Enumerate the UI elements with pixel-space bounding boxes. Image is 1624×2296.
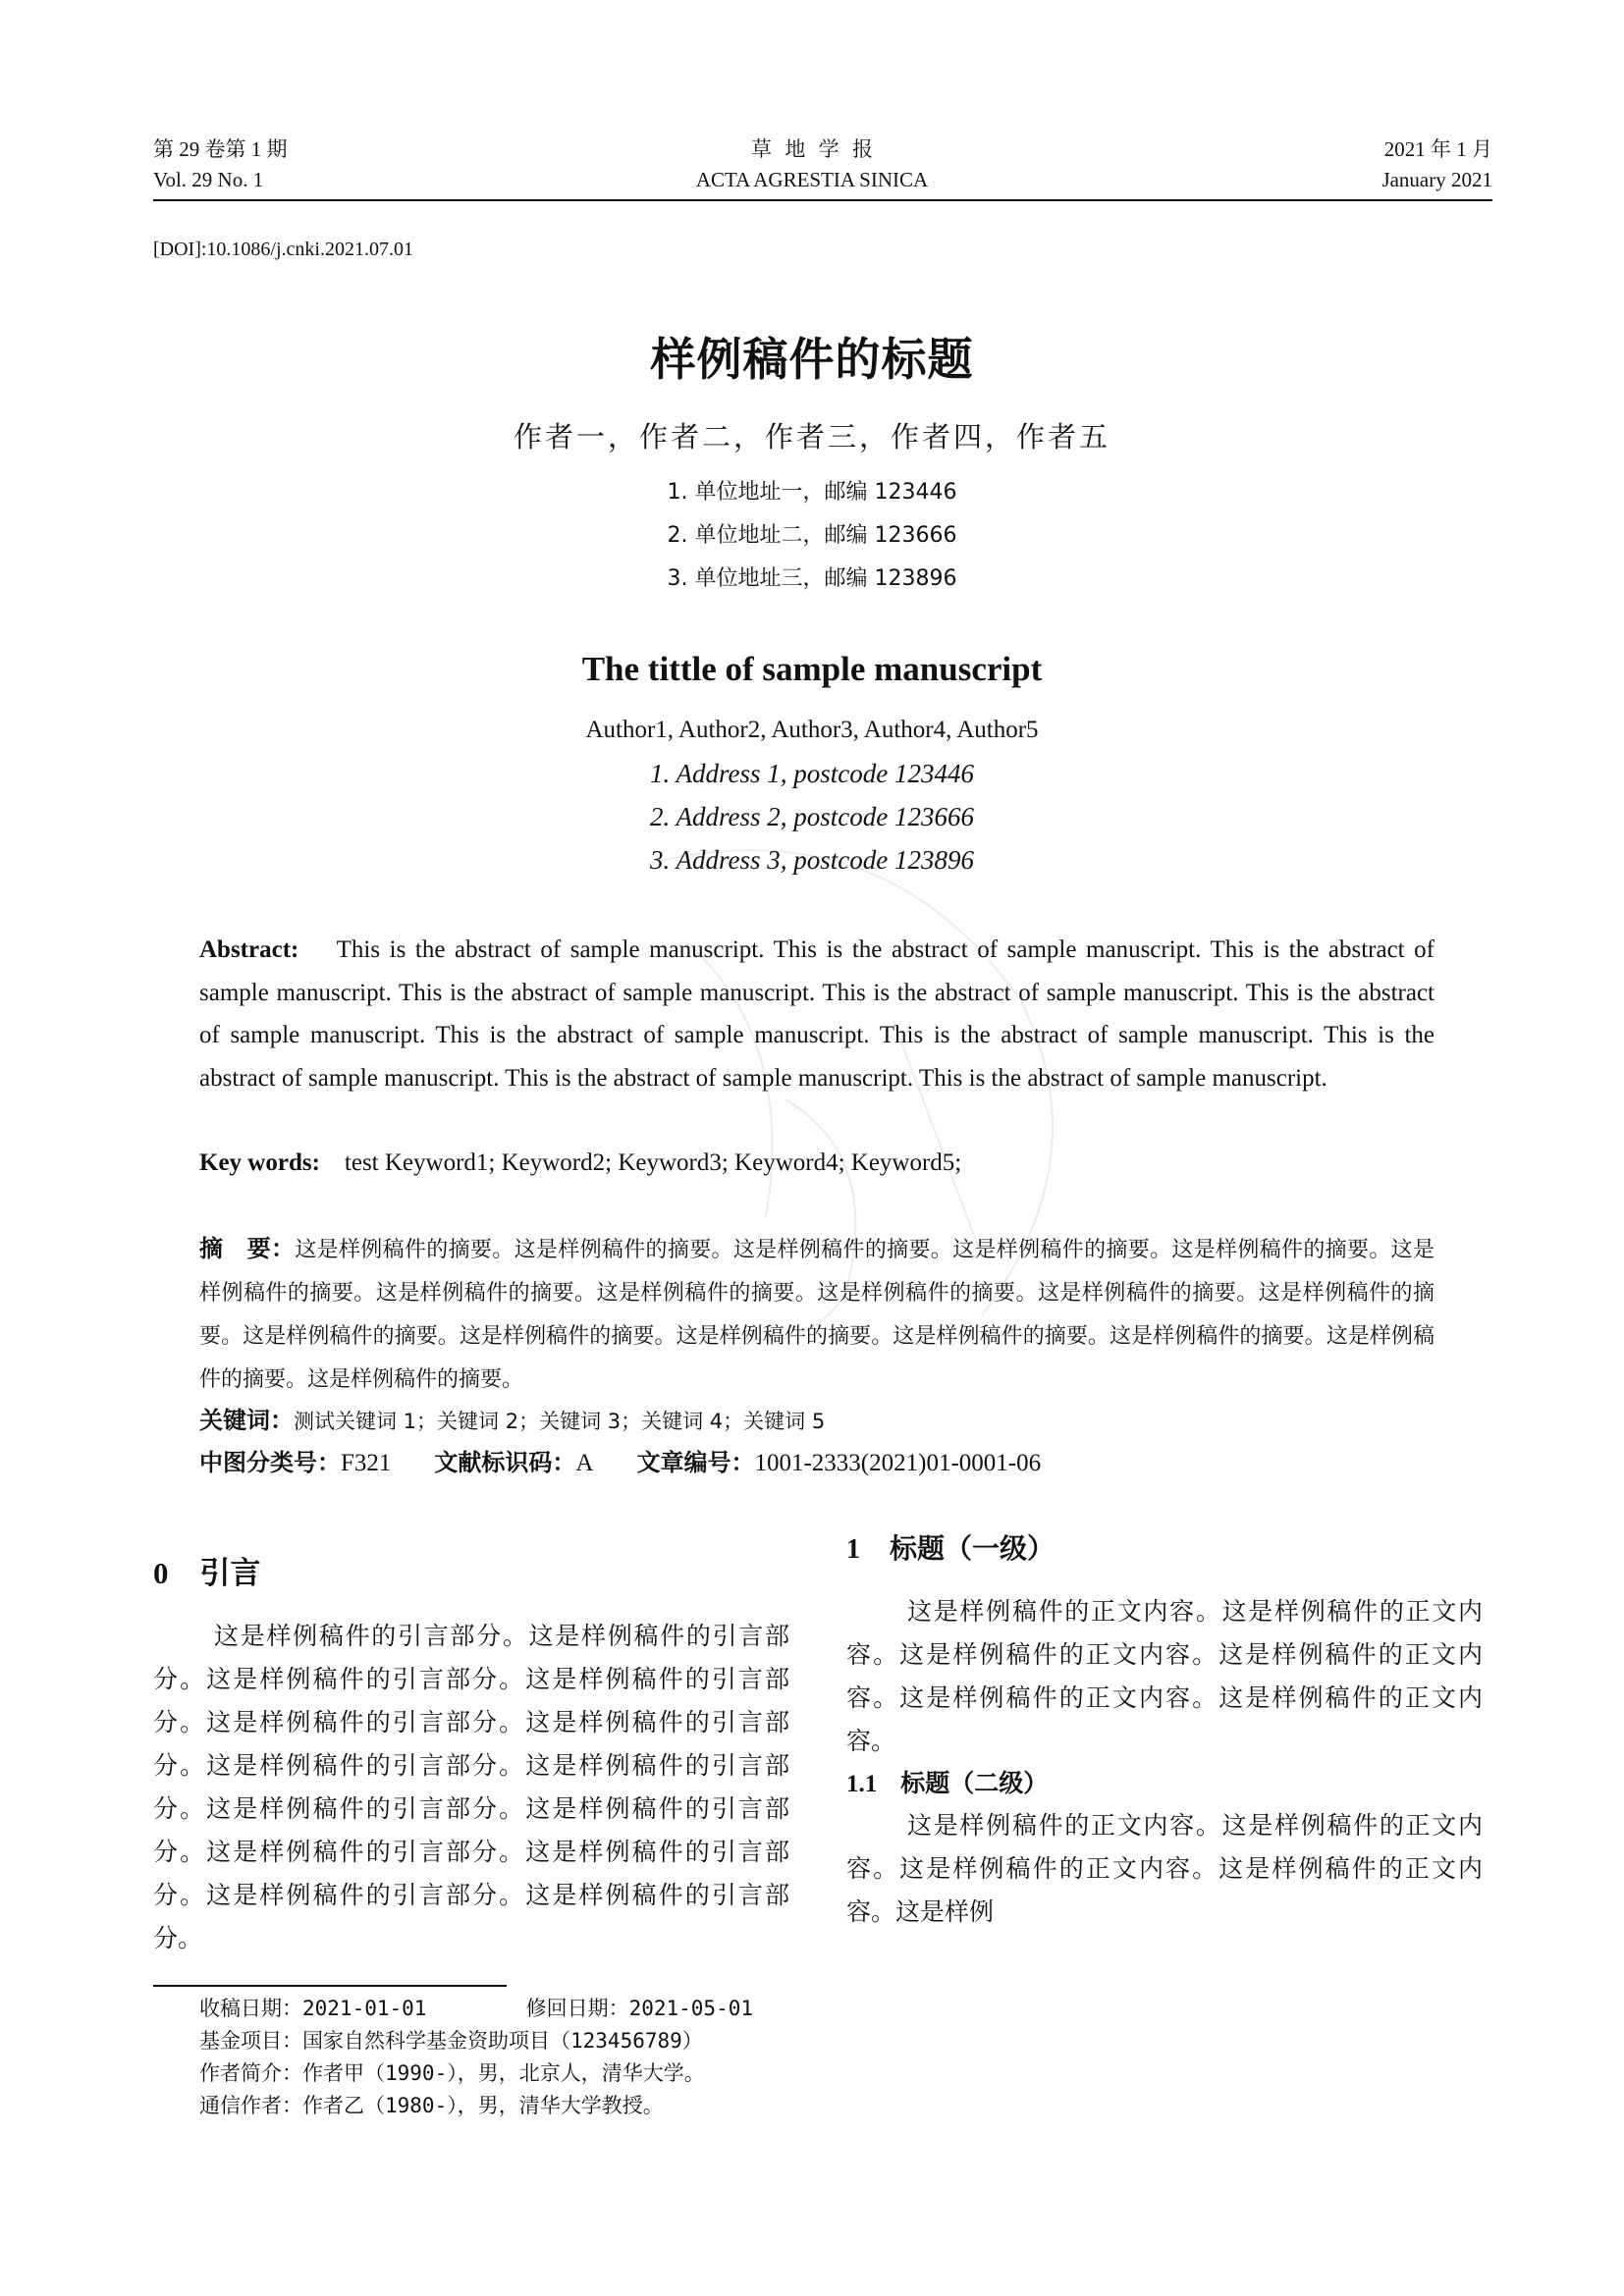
clc-value: F321 bbox=[341, 1450, 392, 1476]
doc-code-label: 文献标识码： bbox=[434, 1449, 576, 1476]
header-center bbox=[0, 134, 1624, 195]
section-1-body: 这是样例稿件的正文内容。这是样例稿件的正文内容。这是样例稿件的正文内容。这是样例稿件的正文内容。这是样例稿件的正文内容。这是样例稿件的正文内容。 bbox=[846, 1597, 1483, 1755]
section-0-number: 0 bbox=[153, 1556, 169, 1590]
title-cn: 样例稿件的标题 bbox=[650, 333, 974, 386]
date-cn: 2021 年 1 月 bbox=[1383, 137, 1492, 161]
footnote-corresponding: 通信作者：作者乙（1980-），男，清华大学教授。 bbox=[199, 2094, 664, 2117]
section-0-heading bbox=[153, 1548, 261, 1592]
section-1-1-title: 标题（二级） bbox=[900, 1769, 1049, 1797]
footnote-dates: 收稿日期：2021-01-01 修回日期：2021-05-01 bbox=[199, 1997, 754, 2020]
footnote-rule bbox=[153, 1985, 507, 1987]
title-en: The tittle of sample manuscript bbox=[581, 650, 1043, 688]
section-1-title: 标题（一级） bbox=[890, 1532, 1056, 1565]
article-number-label: 文章编号： bbox=[636, 1449, 755, 1476]
address-cn-1: 1. 单位地址一，邮编 123446 bbox=[667, 480, 957, 505]
abstract-en bbox=[199, 929, 1435, 1099]
clc-label: 中图分类号： bbox=[199, 1449, 341, 1476]
section-1-1-body: 这是样例稿件的正文内容。这是样例稿件的正文内容。这是样例稿件的正文内容。这是样例稿件的正文内容。这是样例 bbox=[846, 1811, 1483, 1926]
abstract-cn-label: 摘 要： bbox=[199, 1235, 296, 1262]
section-1-heading bbox=[846, 1527, 1055, 1567]
address-en-1: 1. Address 1, postcode 123446 bbox=[650, 759, 974, 788]
section-0-title: 引言 bbox=[199, 1556, 261, 1591]
header-rule bbox=[153, 199, 1492, 201]
date-en: January 2021 bbox=[1381, 168, 1492, 191]
section-0-body: 这是样例稿件的引言部分。这是样例稿件的引言部分。这是样例稿件的引言部分。这是样例稿件的引言部分。这是样例稿件的引言部分。这是样例稿件的引言部分。这是样例稿件的引言部分。这是样例稿件的引言部分。这是样例稿件的引言部分。这是样例稿件的引言部分。这是样例稿件的引言部分。这是样例稿件的引言部分。这是样例稿件的引言部分。这是样例稿件的引言部分。 bbox=[153, 1622, 789, 1952]
doi: [DOI]:10.1086/j.cnki.2021.07.01 bbox=[153, 239, 413, 260]
keywords-cn-text: 测试关键词 1；关键词 2；关键词 3；关键词 4；关键词 5 bbox=[294, 1410, 826, 1433]
authors-cn: 作者一，作者二，作者三，作者四，作者五 bbox=[513, 420, 1110, 454]
keywords-cn bbox=[199, 1401, 1435, 1441]
address-cn-3: 3. 单位地址三，邮编 123896 bbox=[667, 566, 957, 591]
section-1-number: 1 bbox=[846, 1534, 860, 1565]
doc-code-value: A bbox=[575, 1450, 594, 1476]
address-en-2: 2. Address 2, postcode 123666 bbox=[650, 802, 974, 831]
footnotes bbox=[199, 1993, 753, 2122]
abstract-cn-text: 这是样例稿件的摘要。这是样例稿件的摘要。这是样例稿件的摘要。这是样例稿件的摘要。这是样例稿件的摘要。这是样例稿件的摘要。这是样例稿件的摘要。这是样例稿件的摘要。这是样例稿件的摘要。这是样例稿件的摘要。这是样例稿件的摘要。这是样例稿件的摘要。这是样例稿件的摘要。这是样例稿件的摘要。这是样例稿件的摘要。这是样例稿件的摘要。这是样例稿件的摘要。这是样例稿件的摘要。 bbox=[199, 1238, 1435, 1392]
journal-name-cn: 草 地 学 报 bbox=[750, 137, 874, 161]
address-cn-2: 2. 单位地址二，邮编 123666 bbox=[667, 523, 957, 548]
address-en-3: 3. Address 3, postcode 123896 bbox=[650, 845, 974, 875]
authors-en: Author1, Author2, Author3, Author4, Author5 bbox=[585, 717, 1039, 743]
classification-line bbox=[199, 1443, 1435, 1483]
footnote-fund: 基金项目：国家自然科学基金资助项目（123456789） bbox=[199, 2029, 703, 2053]
abstract-en-text: This is the abstract of sample manuscript. This is the abstract of sample manuscript. This is the abstract of sample manuscript. This is the abstract of sample manuscript. This is the abstract of sample manuscript. This is the abstract of sample manuscript. This is the abstract of sample manuscript. This is the abstract of sample manuscript. This is the abstract of sample manuscript. This is the abstract of sample manuscript. This is the abstract of sample manuscript. bbox=[199, 936, 1435, 1092]
header-right bbox=[1381, 134, 1492, 195]
keywords-en-text: test Keyword1; Keyword2; Keyword3; Keyword4; Keyword5; bbox=[344, 1149, 962, 1176]
section-1-1-number: 1.1 bbox=[846, 1771, 878, 1797]
keywords-cn-label: 关键词： bbox=[199, 1407, 294, 1434]
keywords-en bbox=[199, 1142, 1435, 1184]
issue-en: Vol. 29 No. 1 bbox=[153, 168, 264, 191]
abstract-en-label: Abstract: bbox=[199, 936, 299, 963]
issue-cn: 第 29 卷第 1 期 bbox=[153, 137, 288, 161]
abstract-cn bbox=[199, 1227, 1435, 1402]
article-number-value: 1001-2333(2021)01-0001-06 bbox=[754, 1450, 1042, 1476]
footnote-author-bio: 作者简介：作者甲（1990-），男，北京人，清华大学。 bbox=[199, 2061, 705, 2085]
keywords-en-label: Key words: bbox=[199, 1149, 320, 1176]
section-1-1-heading bbox=[846, 1764, 1048, 1799]
journal-name-en: ACTA AGRESTIA SINICA bbox=[695, 168, 929, 191]
